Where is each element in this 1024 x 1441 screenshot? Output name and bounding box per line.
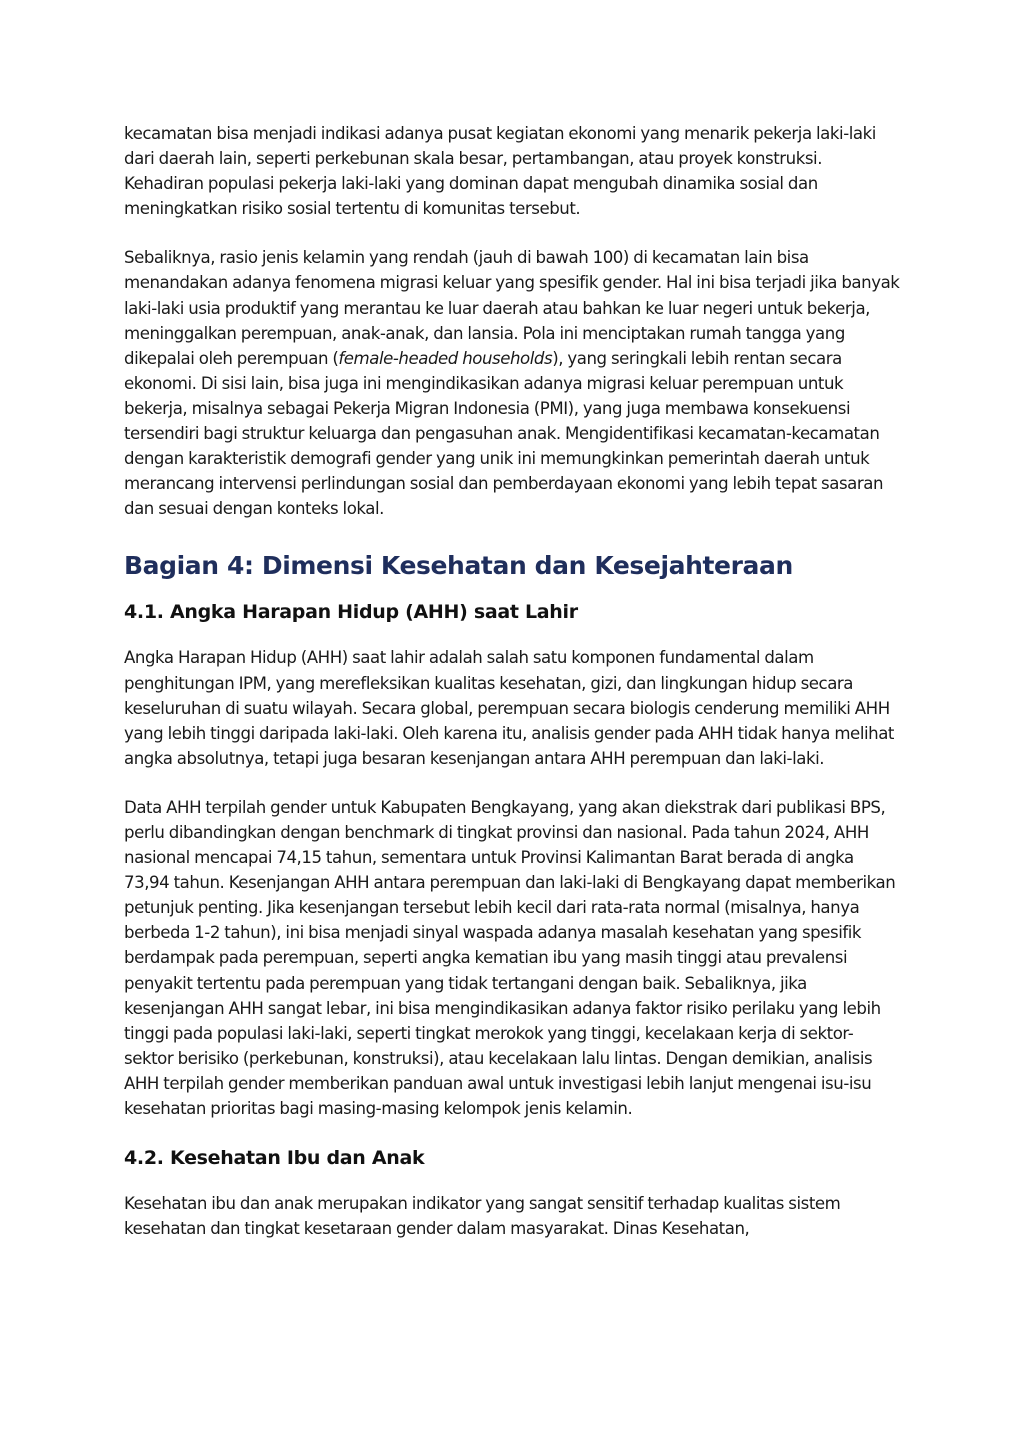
subsection-heading-ahh: 4.1. Angka Harapan Hidup (AHH) saat Lahir	[124, 601, 578, 624]
document-page	[124, 121, 900, 1241]
paragraph-sex-ratio-low	[124, 245, 900, 521]
paragraph-ahh-intro: Angka Harapan Hidup (AHH) saat lahir adalah salah satu komponen fundamental dalam penghitungan IPM, yang merefleksikan kualitas kesehatan, gizi, dan lingkungan hidup secara keseluruhan di suatu wilayah. Secara global, perempuan secara biologis cenderung memiliki AHH yang lebih tinggi daripada laki-laki. Oleh karena itu, analisis gender pada AHH tidak hanya melihat angka absolutnya, tetapi juga besaran kesenjangan antara AHH perempuan dan laki-laki.	[124, 648, 894, 768]
paragraph-kia-intro: Kesehatan ibu dan anak merupakan indikator yang sangat sensitif terhadap kualitas sistem kesehatan dan tingkat kesetaraan gender dalam masyarakat. Dinas Kesehatan,	[124, 1194, 841, 1239]
paragraph-text-part: ), yang seringkali lebih rentan secara ekonomi. Di sisi lain, bisa juga ini mengindikasikan adanya migrasi keluar perempuan untuk bekerja, misalnya sebagai Pekerja Migran Indonesia (PMI), yang juga membawa konsekuensi tersendiri bagi struktur keluarga dan pengasuhan anak. Mengidentifikasi kecamatan-kecamatan dengan karakteristik demografi gender yang unik ini memungkinkan pemerintah daerah untuk merancang intervensi perlindungan sosial dan pemberdayaan ekonomi yang lebih tepat sasaran dan sesuai dengan konteks lokal.	[124, 348, 884, 519]
paragraph-text-part: Sebaliknya, rasio jenis kelamin yang rendah (jauh di bawah 100) di kecamatan lain bisa menandakan adanya fenomena migrasi keluar yang spesifik gender. Hal ini bisa terjadi jika banyak laki-laki usia produktif yang merantau ke luar daerah atau bahkan ke luar negeri untuk bekerja, meninggalkan perempuan, anak-anak, dan lansia. Pola ini menciptakan rumah tangga yang dikepalai oleh perempuan (	[124, 248, 900, 368]
section-heading: Bagian 4: Dimensi Kesehatan dan Kesejahteraan	[124, 551, 793, 581]
paragraph-sex-ratio-high: kecamatan bisa menjadi indikasi adanya pusat kegiatan ekonomi yang menarik pekerja laki-laki dari daerah lain, seperti perkebunan skala besar, pertambangan, atau proyek konstruksi. Kehadiran populasi pekerja laki-laki yang dominan dapat mengubah dinamika sosial dan meningkatkan risiko sosial tertentu di komunitas tersebut.	[124, 124, 876, 219]
italic-term: female-headed households	[338, 348, 553, 368]
paragraph-ahh-data: Data AHH terpilah gender untuk Kabupaten Bengkayang, yang akan diekstrak dari publikasi BPS, perlu dibandingkan dengan benchmark di tingkat provinsi dan nasional. Pada tahun 2024, AHH nasional mencapai 74,15 tahun, sementara untuk Provinsi Kalimantan Barat berada di angka 73,94 tahun. Kesenjangan AHH antara perempuan dan laki-laki di Bengkayang dapat memberikan petunjuk penting. Jika kesenjangan tersebut lebih kecil dari rata-rata normal (misalnya, hanya berbeda 1-2 tahun), ini bisa menjadi sinyal waspada adanya masalah kesehatan yang spesifik berdampak pada perempuan, seperti angka kematian ibu yang masih tinggi atau prevalensi penyakit tertentu pada perempuan yang tidak tertangani dengan baik. Sebaliknya, jika kesenjangan AHH sangat lebar, ini bisa mengindikasikan adanya faktor risiko perilaku yang lebih tinggi pada populasi laki-laki, seperti tingkat merokok yang tinggi, kecelakaan kerja di sektor-sektor berisiko (perkebunan, konstruksi), atau kecelakaan lalu lintas. Dengan demikian, analisis AHH terpilah gender memberikan panduan awal untuk investigasi lebih lanjut mengenai isu-isu kesehatan prioritas bagi masing-masing kelompok jenis kelamin.	[124, 797, 896, 1118]
subsection-heading-kia: 4.2. Kesehatan Ibu dan Anak	[124, 1147, 425, 1170]
